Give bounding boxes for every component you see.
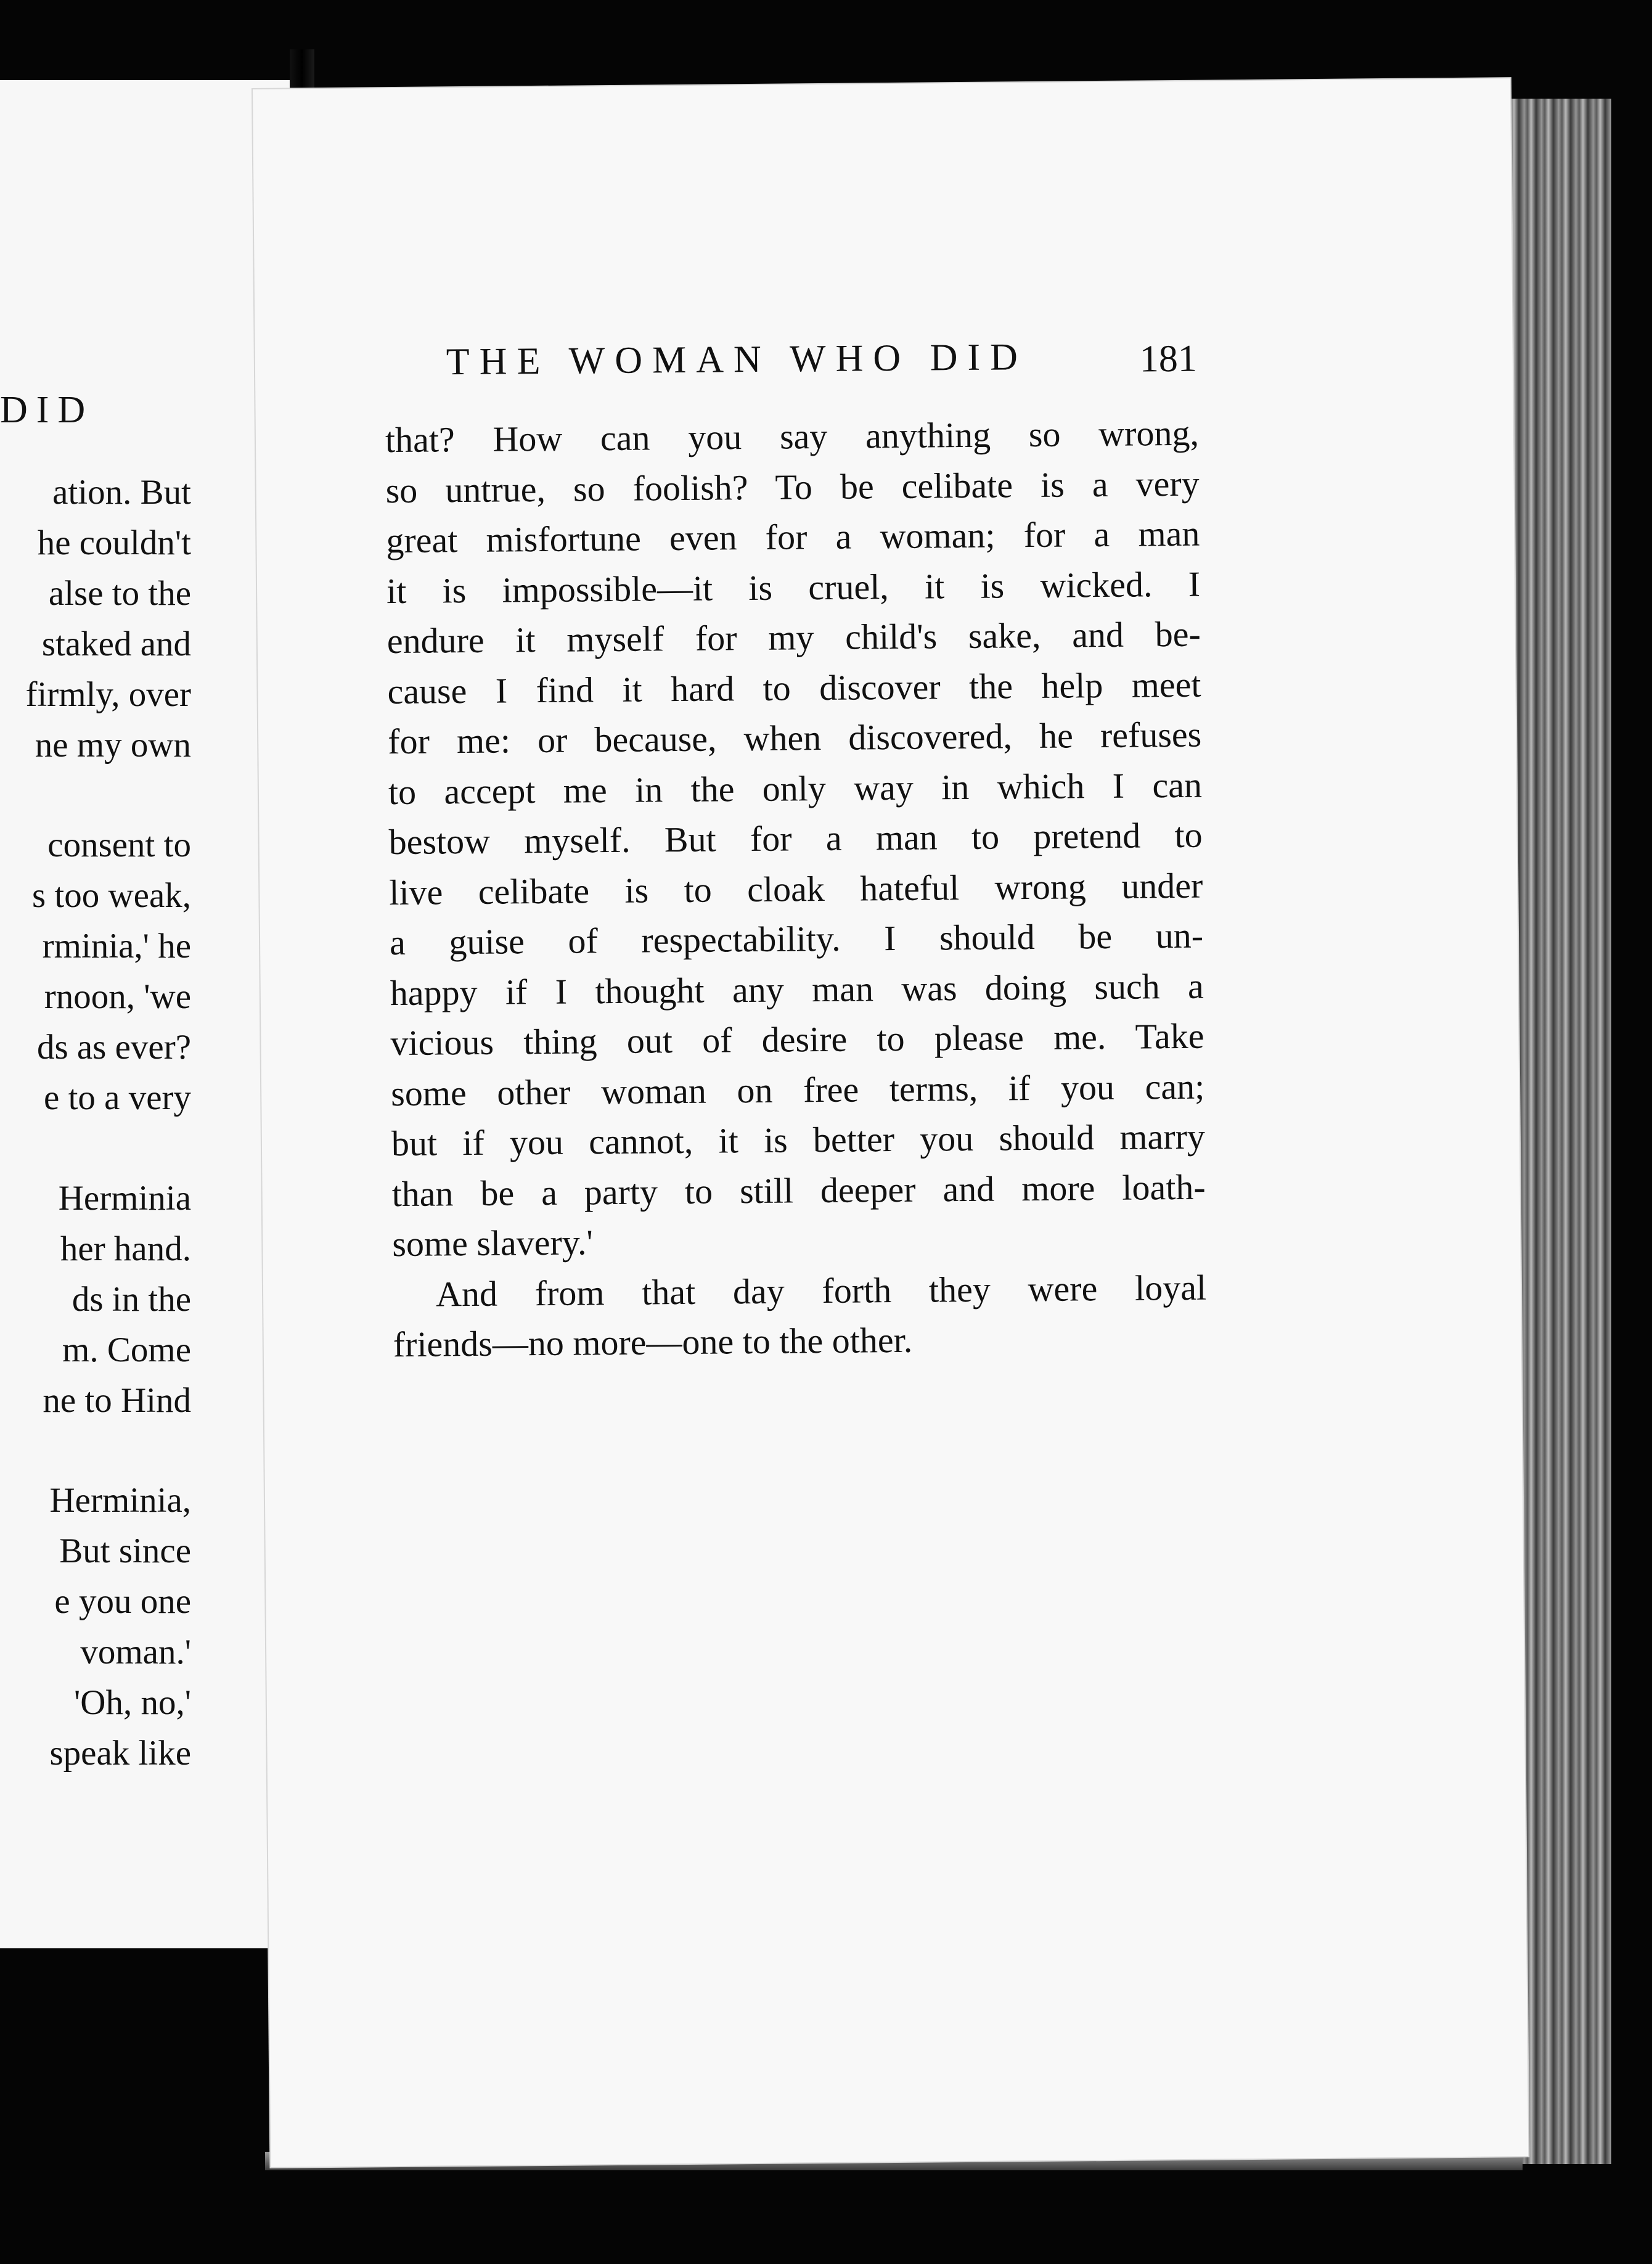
left-text-line: ds in the xyxy=(72,1280,191,1319)
left-text-line: But since xyxy=(59,1532,191,1570)
text-line: bestow myself. But for a man to pretend to xyxy=(388,814,1203,863)
text-line: vicious thing out of desire to please me. Take xyxy=(390,1015,1204,1064)
left-text-line: ne to Hind xyxy=(43,1381,191,1420)
left-text-line: Herminia xyxy=(58,1179,191,1218)
text-line: friends—no more—one to the other. xyxy=(393,1319,913,1365)
page-number: 181 xyxy=(1139,337,1198,380)
text-line: for me: or because, when discovered, he refuses xyxy=(387,714,1202,762)
text-line: happy if I thought any man was doing such a xyxy=(390,966,1204,1013)
text-line: so untrue, so foolish? To be celibate is a very xyxy=(385,463,1200,511)
left-text-line: staked and xyxy=(41,625,191,663)
left-text-line: alse to the xyxy=(48,574,191,613)
left-text-line: ds as ever? xyxy=(36,1028,191,1067)
left-text-line: consent to xyxy=(47,826,191,864)
left-text-line: s too weak, xyxy=(31,876,191,915)
left-text-line: firmly, over xyxy=(25,675,191,714)
text-line: to accept me in the only way in which I can xyxy=(388,765,1203,812)
left-text-line: he couldn't xyxy=(37,523,191,562)
text-line: endure it myself for my child's sake, and be- xyxy=(386,613,1201,662)
text-line: than be a party to still deeper and more loath- xyxy=(391,1167,1206,1214)
text-line: it is impossible—it is cruel, it is wicked. I xyxy=(386,564,1201,611)
left-text-line: m. Come xyxy=(62,1331,191,1369)
text-line: that? How can you say anything so wrong, xyxy=(385,412,1200,461)
running-head: THE WOMAN WHO DID xyxy=(446,336,1028,383)
text-line: some other woman on free terms, if you can; xyxy=(390,1066,1205,1114)
left-text-line: voman.' xyxy=(80,1633,191,1671)
text-line: great misfortune even for a woman; for a man xyxy=(386,513,1200,561)
text-line: cause I find it hard to discover the help meet xyxy=(387,664,1201,712)
left-text-line: 'Oh, no,' xyxy=(74,1683,191,1722)
left-text-line: rminia,' he xyxy=(42,927,191,966)
left-text-line: ne my own xyxy=(35,726,191,765)
right-page xyxy=(253,78,1528,2167)
left-text-line: e to a very xyxy=(44,1078,191,1117)
body-text xyxy=(385,408,1207,1370)
text-line: live celibate is to cloak hateful wrong under xyxy=(389,865,1203,913)
left-text-line: e you one xyxy=(54,1582,191,1621)
left-text-line: ation. But xyxy=(52,473,191,512)
left-text-line: Herminia, xyxy=(49,1481,191,1520)
text-line: some slavery.' xyxy=(392,1222,594,1265)
paragraph-first-line: And from that day forth they were loyal xyxy=(435,1267,1207,1314)
left-text-line: rnoon, 'we xyxy=(44,977,191,1016)
text-line: but if you cannot, it is better you should marry xyxy=(391,1116,1206,1164)
left-text-line: speak like xyxy=(49,1734,191,1773)
text-line: a guise of respectability. I should be un- xyxy=(389,915,1204,963)
left-page xyxy=(0,80,291,1948)
left-text-line: her hand. xyxy=(60,1229,191,1268)
left-running-head: DID xyxy=(0,389,94,431)
